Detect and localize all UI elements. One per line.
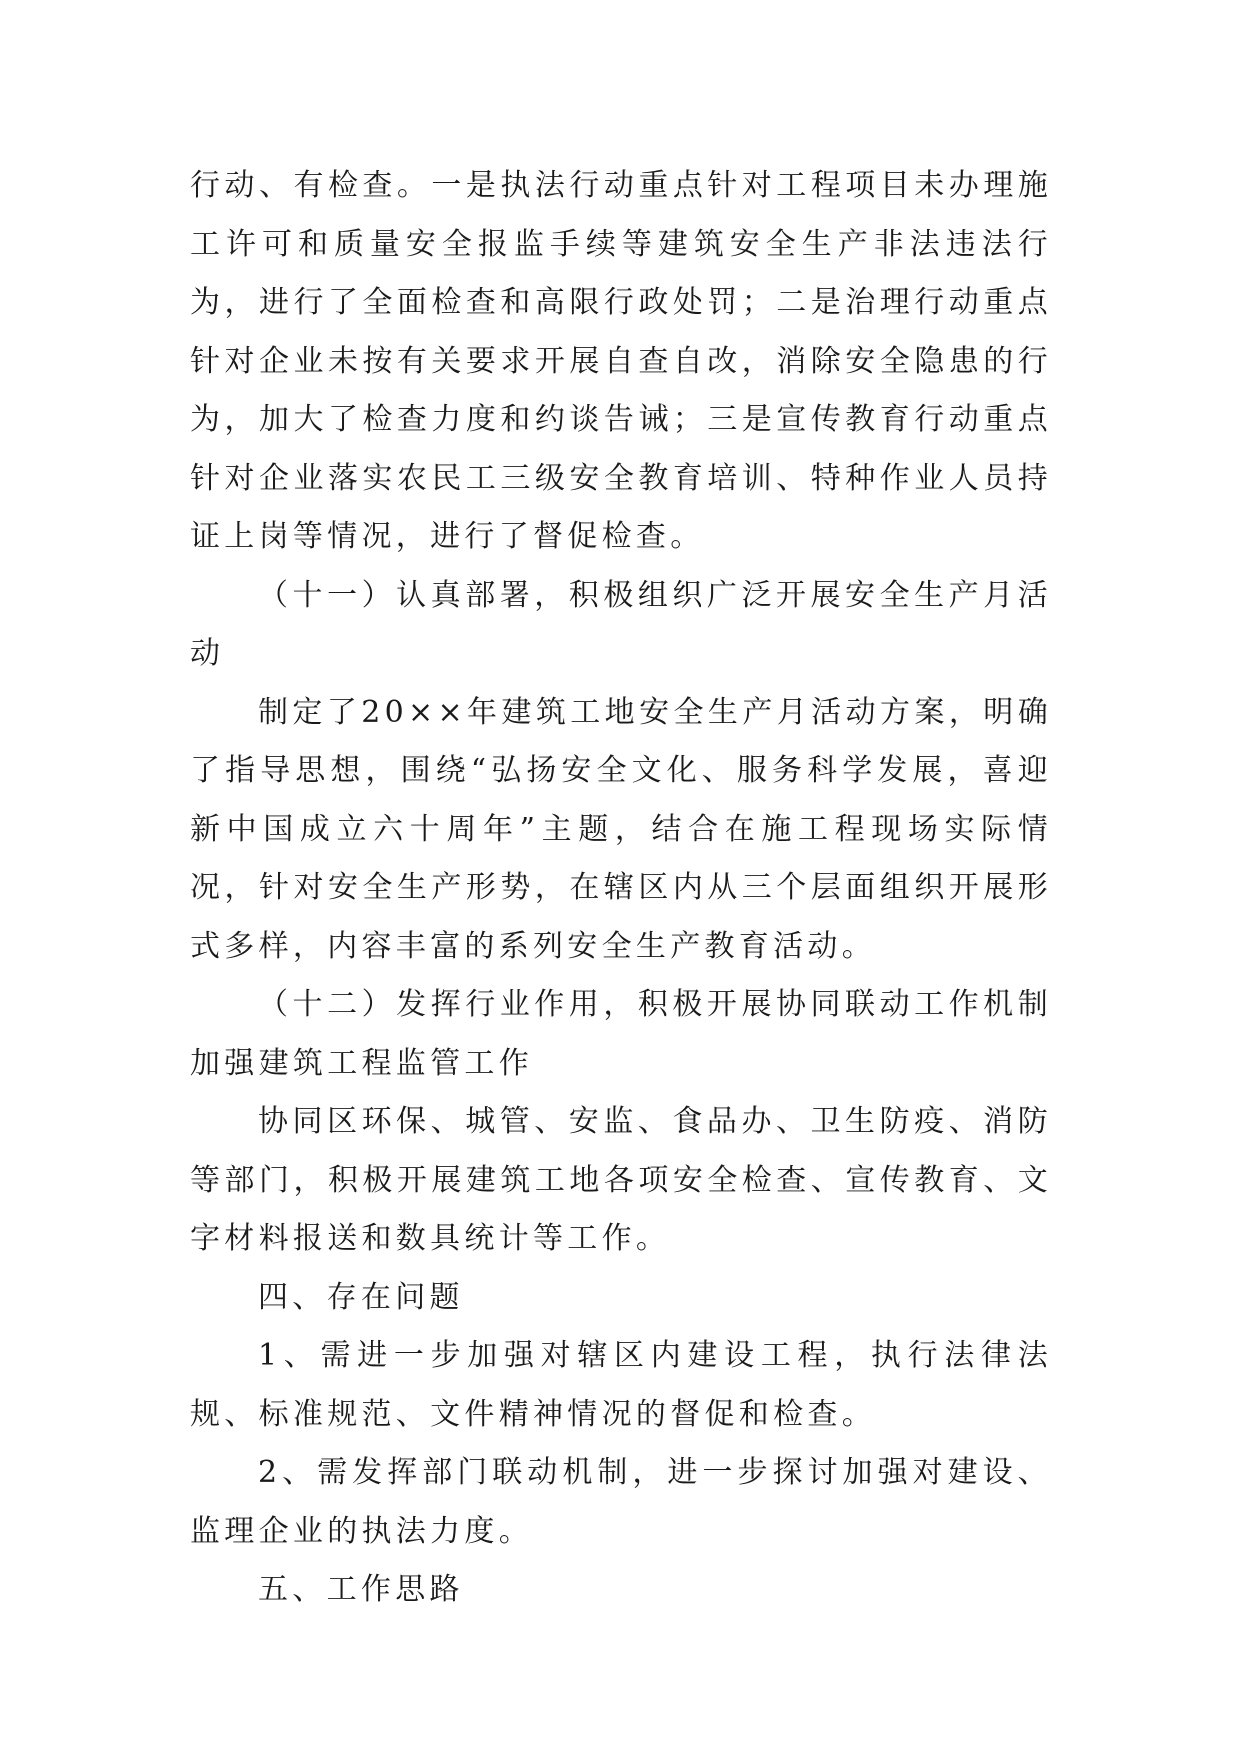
problem-item-2: 2、需发挥部门联动机制，进一步探讨加强对建设、监理企业的执法力度。 [190, 1455, 1052, 1549]
paragraph-joint-departments: 协同区环保、城管、安监、食品办、卫生防疫、消防等部门，积极开展建筑工地各项安全检查、宣传教育、文字材料报送和数具统计等工作。 [190, 1104, 1052, 1256]
paragraph-safety-month: 制定了20××年建筑工地安全生产月活动方案，明确了指导思想，围绕“弘扬安全文化、服务科学发展，喜迎新中国成立六十周年”主题，结合在施工程现场实际情况，针对安全生产形势，在辖区内从三个层面组织开展形式多样，内容丰富的系列安全生产教育活动。 [190, 694, 1052, 964]
paragraph-inspection-actions: 行动、有检查。一是执法行动重点针对工程项目未办理施工许可和质量安全报监手续等建筑安全生产非法违法行为，进行了全面检查和高限行政处罚；二是治理行动重点针对企业未按有关要求开展自查自改，消除安全隐患的行为，加大了检查力度和约谈告诫；三是宣传教育行动重点针对企业落实农民工三级安全教育培训、特种作业人员持证上岗等情况，进行了督促检查。 [190, 168, 1052, 554]
document-body [190, 157, 1052, 1620]
heading-existing-problems: 四、存在问题 [258, 1279, 464, 1315]
problem-item-1: 1、需进一步加强对辖区内建设工程，执行法律法规、标准规范、文件精神情况的督促和检查。 [190, 1338, 1052, 1432]
heading-safety-month: （十一）认真部署，积极组织广泛开展安全生产月活动 [190, 577, 1052, 671]
heading-work-ideas: 五、工作思路 [258, 1572, 464, 1607]
heading-industry-role: （十二）发挥行业作用，积极开展协同联动工作机制加强建筑工程监管工作 [190, 987, 1052, 1081]
